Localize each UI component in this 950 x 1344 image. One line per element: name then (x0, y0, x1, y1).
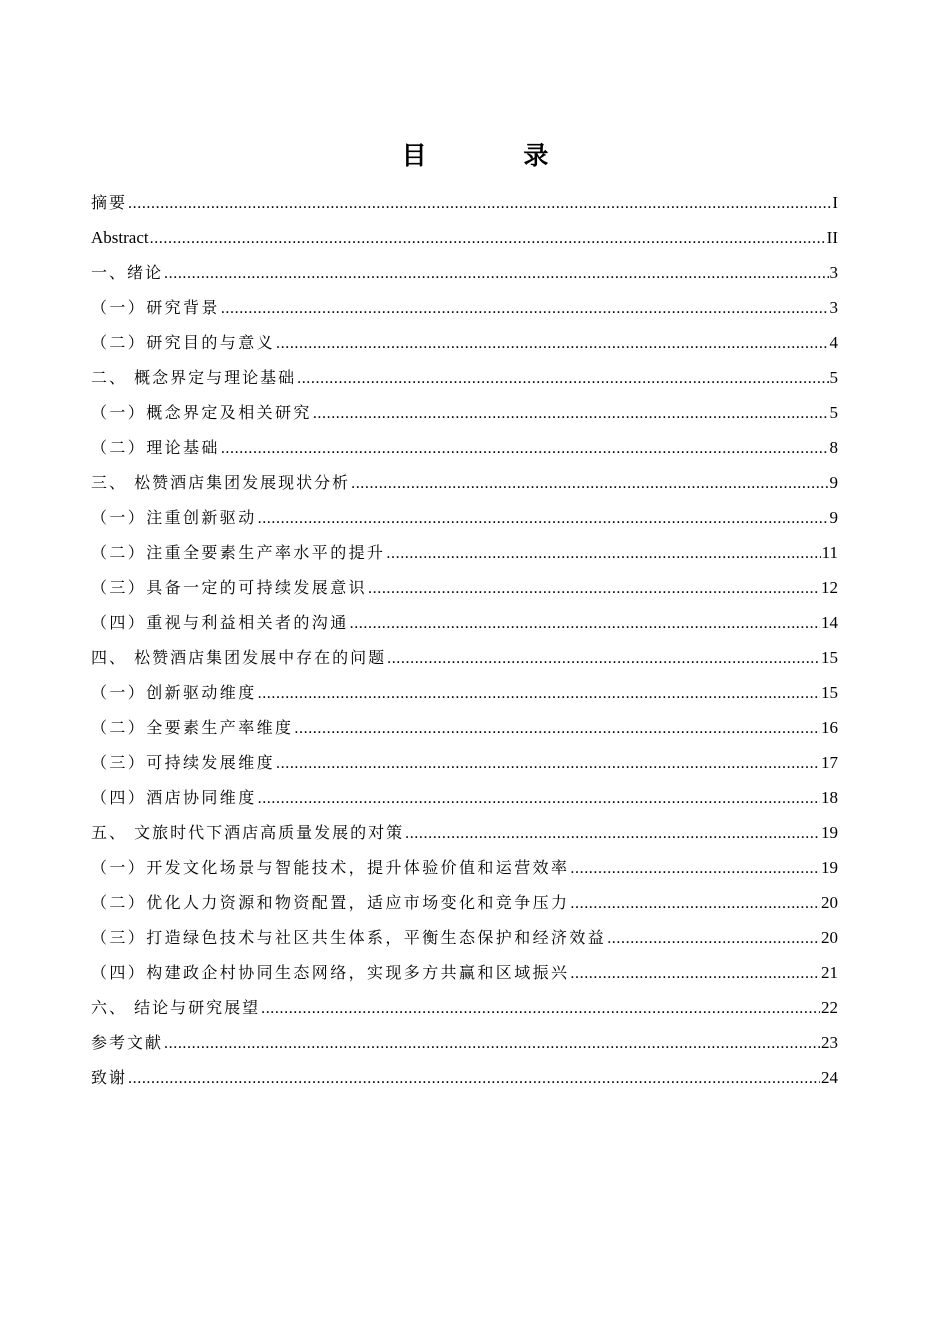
toc-entry[interactable] (91, 780, 838, 815)
toc-entry-label: （四）重视与利益相关者的沟通 (91, 613, 349, 632)
toc-entry-page: 3 (829, 298, 838, 317)
toc-leader-dots (258, 781, 820, 816)
toc-entry[interactable] (91, 430, 838, 465)
toc-entry-page: 4 (829, 333, 838, 352)
toc-entry[interactable] (91, 325, 838, 360)
toc-entry[interactable] (91, 745, 838, 780)
toc-leader-dots (570, 851, 820, 886)
toc-entry-page: 9 (829, 508, 838, 527)
toc-leader-dots (276, 746, 820, 781)
toc-leader-dots (351, 466, 828, 501)
toc-entry-label: （二）理论基础 (91, 438, 220, 457)
toc-leader-dots (164, 256, 828, 291)
toc-list (91, 186, 838, 1095)
toc-leader-dots (297, 361, 828, 396)
toc-entry-page: 21 (821, 963, 838, 982)
toc-entry-label: 致谢 (91, 1068, 128, 1087)
toc-entry-page: 3 (829, 263, 838, 282)
toc-leader-dots (221, 431, 829, 466)
toc-entry-label: 三、 松赞酒店集团发展现状分析 (91, 473, 351, 492)
toc-entry[interactable] (91, 290, 838, 325)
toc-entry[interactable] (91, 186, 838, 220)
toc-leader-dots (386, 536, 820, 571)
toc-leader-dots (150, 221, 826, 256)
toc-entry-label: Abstract (91, 228, 149, 247)
toc-entry[interactable] (91, 605, 838, 640)
toc-leader-dots (128, 1061, 820, 1096)
toc-entry-label: 四、 松赞酒店集团发展中存在的问题 (91, 648, 387, 667)
toc-entry-page: 12 (821, 578, 838, 597)
toc-entry[interactable] (91, 570, 838, 605)
toc-entry-page: 19 (821, 858, 838, 877)
toc-entry-label: （二）注重全要素生产率水平的提升 (91, 543, 386, 562)
toc-leader-dots (164, 1026, 820, 1061)
toc-entry-label: （一）注重创新驱动 (91, 508, 257, 527)
toc-entry[interactable] (91, 1060, 838, 1095)
toc-leader-dots (294, 711, 820, 746)
toc-leader-dots (387, 641, 820, 676)
toc-entry[interactable] (91, 710, 838, 745)
toc-entry[interactable] (91, 990, 838, 1025)
toc-leader-dots (261, 991, 820, 1026)
toc-entry[interactable] (91, 1025, 838, 1060)
toc-entry[interactable] (91, 675, 838, 710)
toc-entry[interactable] (91, 500, 838, 535)
toc-entry-page: I (832, 193, 838, 212)
toc-entry-page: 16 (821, 718, 838, 737)
toc-leader-dots (221, 291, 829, 326)
toc-entry-page: 18 (821, 788, 838, 807)
toc-entry-page: 17 (821, 753, 838, 772)
toc-leader-dots (313, 396, 829, 431)
toc-leader-dots (570, 956, 820, 991)
toc-entry-label: 五、 文旅时代下酒店高质量发展的对策 (91, 823, 405, 842)
toc-entry-label: （二）优化人力资源和物资配置，适应市场变化和竞争压力 (91, 893, 570, 912)
toc-entry[interactable] (91, 920, 838, 955)
toc-entry-page: 20 (821, 893, 838, 912)
toc-entry[interactable] (91, 465, 838, 500)
toc-entry-page: 11 (821, 543, 838, 562)
toc-entry[interactable] (91, 220, 838, 255)
toc-leader-dots (276, 326, 828, 361)
toc-entry-label: （四）酒店协同维度 (91, 788, 257, 807)
toc-entry[interactable] (91, 640, 838, 675)
toc-entry-page: 5 (829, 403, 838, 422)
toc-entry[interactable] (91, 395, 838, 430)
toc-entry-label: 摘要 (91, 193, 128, 212)
toc-entry[interactable] (91, 815, 838, 850)
toc-entry[interactable] (91, 255, 838, 290)
toc-entry-label: （一）开发文化场景与智能技术，提升体验价值和运营效率 (91, 858, 570, 877)
toc-entry-page: 20 (821, 928, 838, 947)
toc-leader-dots (258, 676, 820, 711)
toc-leader-dots (570, 886, 820, 921)
toc-entry-label: （四）构建政企村协同生态网络，实现多方共赢和区域振兴 (91, 963, 570, 982)
toc-entry-label: （一）概念界定及相关研究 (91, 403, 312, 422)
toc-entry-page: 19 (821, 823, 838, 842)
toc-entry[interactable] (91, 955, 838, 990)
toc-leader-dots (258, 501, 829, 536)
toc-leader-dots (607, 921, 820, 956)
toc-entry-label: （一）研究背景 (91, 298, 220, 317)
toc-entry-label: 六、 结论与研究展望 (91, 998, 261, 1017)
toc-title: 目 录 (401, 141, 593, 170)
toc-leader-dots (368, 571, 820, 606)
toc-entry-page: 14 (821, 613, 838, 632)
toc-entry-page: 9 (829, 473, 838, 492)
toc-entry-page: 5 (829, 368, 838, 387)
toc-entry-label: （三）可持续发展维度 (91, 753, 276, 772)
toc-entry[interactable] (91, 885, 838, 920)
toc-leader-dots (405, 816, 820, 851)
toc-entry-page: 15 (821, 683, 838, 702)
toc-entry-page: 22 (821, 998, 838, 1017)
toc-entry-label: （三）打造绿色技术与社区共生体系，平衡生态保护和经济效益 (91, 928, 607, 947)
toc-entry-page: II (826, 228, 838, 247)
toc-entry-label: （三）具备一定的可持续发展意识 (91, 578, 368, 597)
toc-entry[interactable] (91, 535, 838, 570)
toc-entry-page: 23 (821, 1033, 838, 1052)
toc-entry-label: （二）研究目的与意义 (91, 333, 276, 352)
toc-leader-dots (128, 187, 831, 221)
toc-entry-label: （一）创新驱动维度 (91, 683, 257, 702)
toc-entry-label: 参考文献 (91, 1033, 164, 1052)
toc-entry-page: 8 (829, 438, 838, 457)
toc-entry[interactable] (91, 360, 838, 395)
toc-entry-label: 二、 概念界定与理论基础 (91, 368, 297, 387)
toc-leader-dots (350, 606, 820, 641)
toc-entry-label: 一、绪论 (91, 263, 164, 282)
toc-entry-page: 15 (821, 648, 838, 667)
toc-entry[interactable] (91, 850, 838, 885)
toc-entry-page: 24 (821, 1068, 838, 1087)
toc-entry-label: （二）全要素生产率维度 (91, 718, 294, 737)
